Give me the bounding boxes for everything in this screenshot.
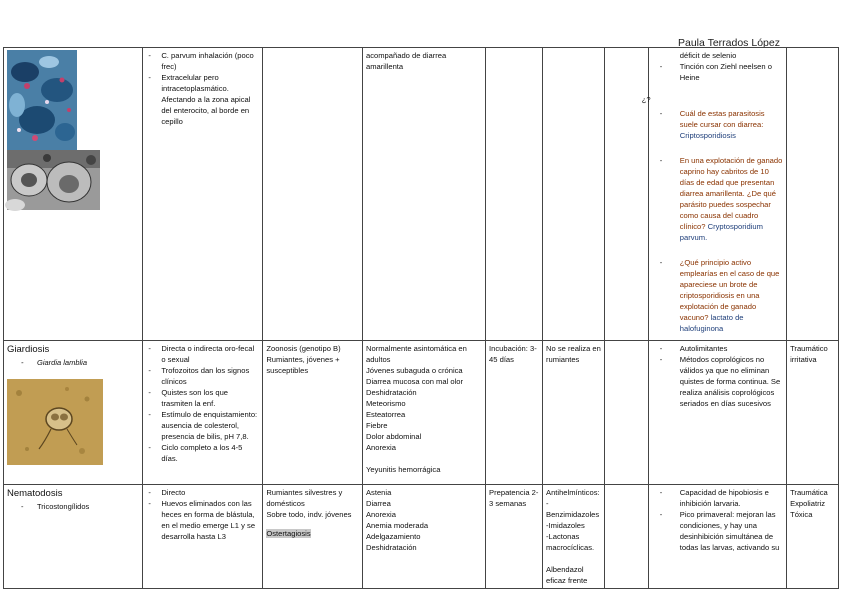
pathogenesis-text: Traumático irritativa [790,344,828,364]
list-item: - Quistes son los que trasmiten la enf. [146,387,259,409]
question-1 [652,108,783,141]
question-3 [652,257,783,334]
cell-symptoms-giardiosis [362,341,485,485]
treatment-line: -Benzimidazoles [546,499,600,519]
treatment-line: -Imidazoles [546,521,585,530]
prepatency-text: Prepatencia 2-3 semanas [489,488,539,508]
answer-text: lactato de halofuginona [679,313,744,333]
cell-pathogenesis-crypto [787,48,839,341]
parasitosis-table [3,47,839,589]
cell-empty-crypto [605,48,649,341]
table-row-criptosporidiosis [4,48,839,341]
symptom-line: Adelgazamiento [365,532,421,541]
cell-images-crypto [4,48,143,341]
question-mark: ¿? [641,95,651,104]
hosts-text: Zoonosis (genotipo B) Rumiantes, jóvenes + susceptibles [266,344,341,375]
symptom-line: Esteatorrea [365,410,406,419]
micrograph-stained-image [7,50,77,150]
parasite-title: Nematodosis [7,488,63,499]
electron-micrograph-image [7,150,100,210]
answer-text: Cryptosporidium parvum. [679,222,763,242]
cell-hosts-nematodosis [263,485,363,589]
symptoms-text: acompañado de diarrea amarillenta [365,51,447,71]
notes-continuation: déficit de selenio [679,51,737,60]
cell-treatment-giardiosis [543,341,605,485]
cell-symptoms-crypto [362,48,485,341]
cell-notes-giardiosis [648,341,786,485]
cell-hosts-crypto [263,48,363,341]
treatment-text: No se realiza en rumiantes [546,344,601,364]
cell-name-giardiosis [4,341,143,485]
cell-pathogenesis-giardiosis [787,341,839,485]
treatment-line: Albendazol eficaz frente [546,565,588,585]
incubation-text: Incubación: 3-45 días [489,344,537,364]
cell-treatment-crypto [543,48,605,341]
symptom-line: Diarrea [365,499,391,508]
parasite-title: Giardiosis [7,344,50,355]
list-item: - Huevos eliminados con las heces en forma de blástula, en el medio emerge L1 y se desarrolla hasta L3 [146,498,259,542]
treatment-line: Antihelmínticos: [546,488,600,497]
symptom-line: Dolor abdominal [365,432,422,441]
list-item: - Pico primaveral: mejoran las condiciones, y hay una desinhibición simultánea de todas las larvas, activando su [652,509,783,553]
cell-incubation-crypto [486,48,543,341]
list-item: - Directo [146,487,259,498]
answer-text: Criptosporidiosis [679,131,736,140]
list-item: - Ciclo completo a los 4-5 días. [146,442,259,464]
author-name: Paula Terrados López [678,37,780,49]
list-item: - Estímulo de enquistamiento: ausencia de colesterol, presencia de bilis, pH 7,8. [146,409,259,442]
list-item: - Extracelular pero intracetoplasmático. Afectando a la zona apical del enterocito, al borde en cepillo [146,72,259,127]
cell-transmission-crypto [143,48,263,341]
cell-incubation-nematodosis [486,485,543,589]
cell-name-nematodosis [4,485,143,589]
list-item: - Métodos coprológicos no válidos ya que no eliminan quistes de forma continua. Se realiza análisis coprológicos seriados en días sucesivos [652,354,783,409]
cell-notes-nematodosis [648,485,786,589]
list-item: - Capacidad de hipobiosis e inhibición larvaria. [652,487,783,509]
cell-symptoms-nematodosis [362,485,485,589]
cell-transmission-nematodosis [143,485,263,589]
list-item: - Tinción con Ziehl neelsen o Heine [652,61,783,83]
symptom-line: Anorexia [365,443,396,452]
symptom-line: Jóvenes subaguda o crónica [365,366,463,375]
cell-hosts-giardiosis [263,341,363,485]
ostertagiosis-label: Ostertagiosis [266,529,311,538]
giardia-micrograph-image [7,379,103,465]
question-2 [652,155,783,243]
hosts-line: Sobre todo, indv. jóvenes [266,510,352,519]
question-text: En una explotación de ganado caprino hay cabritos de 10 días de edad que presentan diarrea amarillenta. ¿De qué parásito puedes sospechar como causa del cuadro clínico? [679,156,783,231]
symptom-line: Fiebre [365,421,388,430]
table-row-giardiosis [4,341,839,485]
question-text: Cuál de estas parasitosis suele cursar con diarrea: [679,109,765,129]
symptom-line: Astenia [365,488,392,497]
symptom-line: Anemia moderada [365,521,429,530]
table-row-nematodosis [4,485,839,589]
cell-transmission-giardiosis [143,341,263,485]
cell-treatment-nematodosis [543,485,605,589]
symptom-line: Yeyunitis hemorrágica [365,465,441,474]
cell-empty-giardiosis [605,341,649,485]
hosts-line: Rumiantes silvestres y domésticos [266,488,343,508]
parasite-species: - Tricostongílidos [7,500,139,513]
question-text: ¿Qué principio activo emplearías en el caso de que apareciese un brote de criptosporidiosis en una explotación de ganado vacuno? [679,258,780,322]
cell-empty-nematodosis [605,485,649,589]
list-item: - Autolimitantes [652,343,783,354]
symptom-line: Anorexia [365,510,396,519]
symptom-line: Deshidratación [365,543,417,552]
cell-pathogenesis-nematodosis [787,485,839,589]
cell-incubation-giardiosis [486,341,543,485]
symptom-line: Diarrea mucosa con mal olor [365,377,464,386]
symptom-line: Normalmente asintomática en adultos [365,344,467,364]
treatment-line: -Lactonas macrocíclicas. [546,532,595,552]
symptom-line: Meteorismo [365,399,406,408]
pathogenesis-text: Traumática Expoliatriz Tóxica [790,488,828,519]
list-item: - Directa o indirecta oro-fecal o sexual [146,343,259,365]
parasite-species: - Giardia lamblia [7,356,139,369]
cell-notes-crypto [641,48,786,341]
list-item: - Trofozoitos dan los signos clínicos [146,365,259,387]
symptom-line: Deshidratación [365,388,417,397]
list-item: - C. parvum inhalación (poco frec) [146,50,259,72]
